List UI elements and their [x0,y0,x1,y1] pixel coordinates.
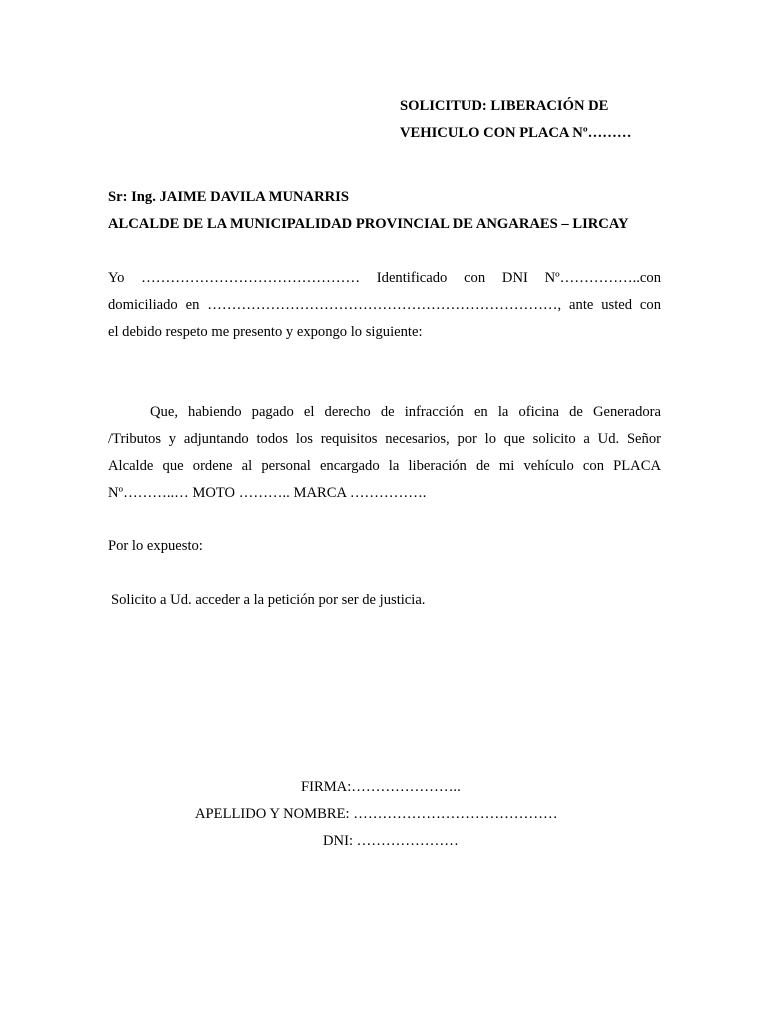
addressee-name: Sr: Ing. JAIME DAVILA MUNARRIS [108,189,349,205]
intro-line-2: domiciliado en ………………………………………………………………, ante usted con [108,297,661,313]
body-line-4: Nº………..… MOTO ……….. MARCA ……………. [108,485,427,501]
signature-firma: FIRMA:………………….. [301,779,461,795]
body-line-2: /Tributos y adjuntando todos los requisitos necesarios, por lo que solicito a Ud. Señor [108,431,661,447]
signature-dni: DNI: ………………… [323,833,459,849]
intro-line-1: Yo ……………………………………… Identificado con DNI Nº……………..con [108,270,661,286]
addressee-position: ALCALDE DE LA MUNICIPALIDAD PROVINCIAL DE ANGARAES – LIRCAY [108,216,629,232]
signature-apellido-nombre: APELLIDO Y NOMBRE: …………………………………… [195,806,558,822]
subject-line-1: SOLICITUD: LIBERACIÓN DE [400,98,609,114]
body-line-1: Que, habiendo pagado el derecho de infracción en la oficina de Generadora [150,404,661,420]
body-line-3: Alcalde que ordene al personal encargado la liberación de mi vehículo con PLACA [108,458,661,474]
intro-line-3: el debido respeto me presento y expongo lo siguiente: [108,324,423,340]
subject-line-2: VEHICULO CON PLACA Nº……… [400,125,632,141]
closing-intro: Por lo expuesto: [108,538,203,554]
request-text: Solicito a Ud. acceder a la petición por ser de justicia. [111,592,426,608]
